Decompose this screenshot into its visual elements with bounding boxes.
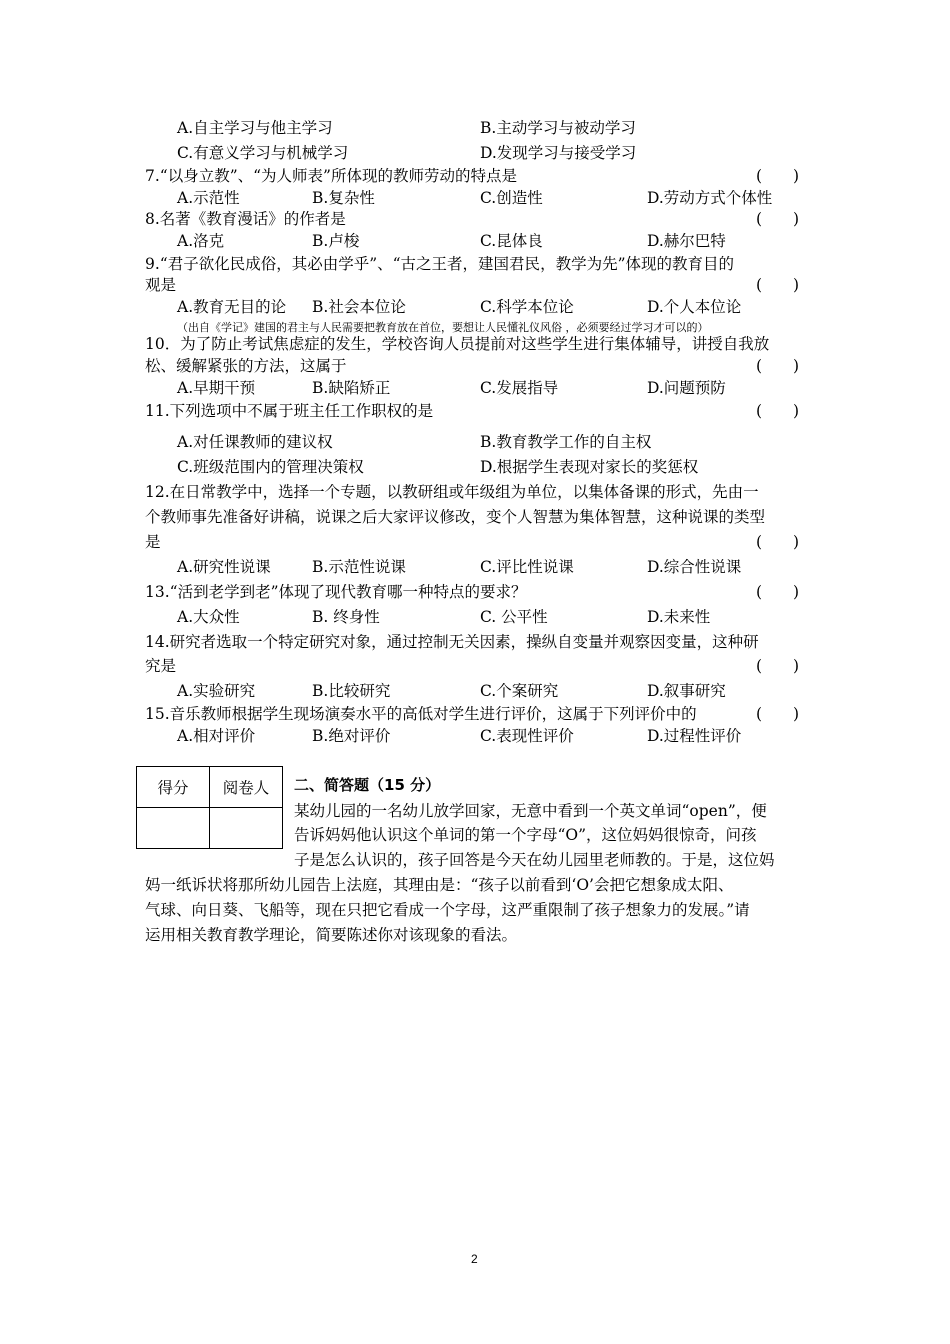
q15-option-d: D.过程性评价 <box>647 727 742 745</box>
q12-option-c: C.评比性说课 <box>480 558 574 576</box>
q8-option-b: B.卢梭 <box>312 232 360 250</box>
q9-stem-line1: 9.“君子欲化民成俗，其必由学乎”、“古之王者，建国君民，教学为先”体现的教育目的 <box>145 255 734 273</box>
section2-line3: 子是怎么认识的，孩子回答是今天在幼儿园里老师教的。于是，这位妈 <box>294 851 775 869</box>
grader-header: 阅卷人 <box>210 767 283 808</box>
q11-stem: 11.下列选项中不属于班主任工作职权的是 <box>145 402 434 420</box>
q6-option-b: B.主动学习与被动学习 <box>480 119 636 137</box>
q7-option-a: A.示范性 <box>177 189 240 207</box>
q14-answer-blank: ( ) <box>756 657 800 675</box>
q15-option-a: A.相对评价 <box>177 727 256 745</box>
q6-option-c: C.有意义学习与机械学习 <box>177 144 349 162</box>
grader-cell[interactable] <box>210 808 283 849</box>
section2-title: 二、简答题（15 分） <box>294 776 441 794</box>
q11-option-a: A.对任课教师的建议权 <box>177 433 333 451</box>
section2-line5: 气球、向日葵、飞船等，现在只把它看成一个字母，这严重限制了孩子想象力的发展。”请 <box>145 901 750 919</box>
q13-answer-blank: ( ) <box>756 583 800 601</box>
q11-option-d: D.根据学生表现对家长的奖惩权 <box>480 458 699 476</box>
q10-option-a: A.早期干预 <box>177 379 256 397</box>
q11-option-c: C.班级范围内的管理决策权 <box>177 458 364 476</box>
q9-note: （出自《学记》建国的君主与人民需要把教育放在首位，要想让人民懂礼仪风俗 ，必须要经过学习才可以的） <box>177 321 709 334</box>
score-table <box>136 766 283 849</box>
q14-stem-line1: 14.研究者选取一个特定研究对象，通过控制无关因素，操纵自变量并观察因变量，这种研 <box>145 633 759 651</box>
score-header: 得分 <box>137 767 210 808</box>
q13-stem: 13.“活到老学到老”体现了现代教育哪一种特点的要求？ <box>145 583 527 601</box>
q10-answer-blank: ( ) <box>756 357 800 375</box>
q12-stem-line3: 是 <box>145 533 161 551</box>
q12-answer-blank: ( ) <box>756 533 800 551</box>
q12-stem-line1: 12.在日常教学中，选择一个专题，以教研组或年级组为单位，以集体备课的形式，先由一 <box>145 483 759 501</box>
q13-option-a: A.大众性 <box>177 608 240 626</box>
q15-stem: 15.音乐教师根据学生现场演奏水平的高低对学生进行评价，这属于下列评价中的 <box>145 705 697 723</box>
q14-option-c: C.个案研究 <box>480 682 559 700</box>
q8-option-d: D.赫尔巴特 <box>647 232 726 250</box>
q14-option-d: D.叙事研究 <box>647 682 726 700</box>
q12-stem-line2: 个教师事先准备好讲稿，说课之后大家评议修改，变个人智慧为集体智慧，这种说课的类型 <box>145 508 766 526</box>
q7-option-b: B.复杂性 <box>312 189 375 207</box>
q11-option-b: B.教育教学工作的自主权 <box>480 433 652 451</box>
q10-stem-line2: 松、缓解紧张的方法，这属于 <box>145 357 347 375</box>
q15-answer-blank: ( ) <box>756 705 800 723</box>
q14-option-a: A.实验研究 <box>177 682 256 700</box>
q10-option-c: C.发展指导 <box>480 379 559 397</box>
q8-option-c: C.昆体良 <box>480 232 543 250</box>
q9-option-a: A.教育无目的论 <box>177 298 287 316</box>
q8-stem: 8.名著《教育漫话》的作者是 <box>145 210 346 228</box>
q15-option-c: C.表现性评价 <box>480 727 574 745</box>
q9-option-d: D.个人本位论 <box>647 298 742 316</box>
q8-answer-blank: ( ) <box>756 210 800 228</box>
q9-option-c: C.科学本位论 <box>480 298 574 316</box>
q13-option-d: D.未来性 <box>647 608 711 626</box>
q13-option-b: B. 终身性 <box>312 608 380 626</box>
q7-option-c: C.创造性 <box>480 189 543 207</box>
q8-option-a: A.洛克 <box>177 232 225 250</box>
q6-option-d: D.发现学习与接受学习 <box>480 144 637 162</box>
q13-option-c: C. 公平性 <box>480 608 548 626</box>
q10-option-d: D.问题预防 <box>647 379 726 397</box>
section2-line6: 运用相关教育教学理论，简要陈述你对该现象的看法。 <box>145 926 518 944</box>
q9-answer-blank: ( ) <box>756 276 800 294</box>
q6-option-a: A.自主学习与他主学习 <box>177 119 333 137</box>
page-number: 2 <box>471 1252 478 1266</box>
score-cell[interactable] <box>137 808 210 849</box>
q15-option-b: B.绝对评价 <box>312 727 391 745</box>
q7-answer-blank: ( ) <box>756 167 800 185</box>
q9-stem-line2: 观是 <box>145 276 177 294</box>
section2-line4: 妈一纸诉状将那所幼儿园告上法庭，其理由是：“孩子以前看到‘O’会把它想象成太阳、 <box>145 876 734 894</box>
q7-option-d: D.劳动方式个体性 <box>647 189 773 207</box>
q12-option-b: B.示范性说课 <box>312 558 406 576</box>
section2-line2: 告诉妈妈他认识这个单词的第一个字母“O”，这位妈妈很惊奇，问孩 <box>294 826 757 844</box>
q10-stem-line1: 10．为了防止考试焦虑症的发生，学校咨询人员提前对这些学生进行集体辅导，讲授自我放 <box>145 335 770 353</box>
q9-option-b: B.社会本位论 <box>312 298 406 316</box>
q12-option-d: D.综合性说课 <box>647 558 742 576</box>
q12-option-a: A.研究性说课 <box>177 558 271 576</box>
q7-stem: 7.“以身立教”、“为人师表”所体现的教师劳动的特点是 <box>145 167 517 185</box>
q14-option-b: B.比较研究 <box>312 682 391 700</box>
q14-stem-line2: 究是 <box>145 657 177 675</box>
section2-line1: 某幼儿园的一名幼儿放学回家，无意中看到一个英文单词“open”，便 <box>294 802 767 820</box>
q11-answer-blank: ( ) <box>756 402 800 420</box>
q10-option-b: B.缺陷矫正 <box>312 379 391 397</box>
